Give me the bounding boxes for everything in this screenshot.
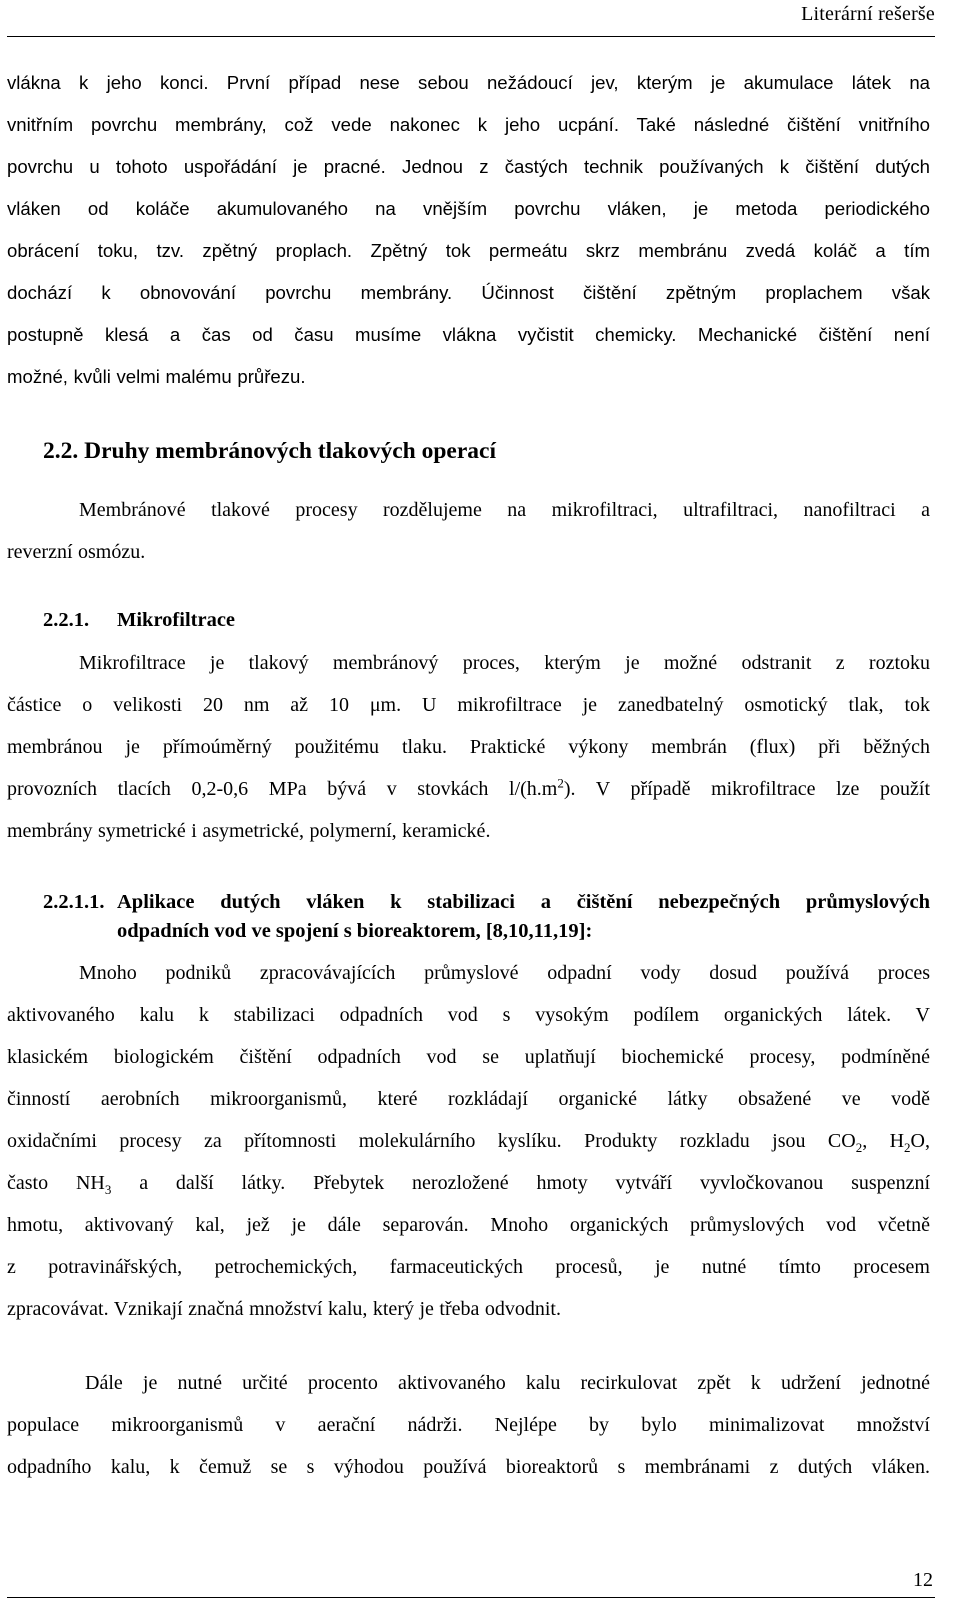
paragraph-sludge-recirculation: [7, 1362, 930, 1488]
text-line: Dále je nutné určité procento aktivovaného kalu recirkulovat zpět k udržení jednotné: [85, 1372, 930, 1394]
text-line: aktivovaného kalu k stabilizaci odpadních vod s vysokým podílem organických látek. V: [7, 1004, 930, 1026]
section-number: 2.2.1.: [43, 609, 90, 631]
text-line: obrácení toku, tzv. zpětný proplach. Zpětný tok permeátu skrz membránu zvedá koláč a tím: [7, 240, 930, 261]
text-line: klasickém biologickém čištění odpadních vod se uplatňují biochemické procesy, podmíněné: [7, 1046, 930, 1068]
page-number: 12: [913, 1569, 933, 1591]
text-line: Membránové tlakové procesy rozdělujeme na mikrofiltraci, ultrafiltraci, nanofiltraci a: [79, 499, 930, 521]
paragraph-activated-sludge: [7, 952, 930, 1330]
text-line: membrány symetrické i asymetrické, polymerní, keramické.: [7, 820, 491, 842]
text-line: vláken od koláče akumulovaného na vnějším povrchu vláken, je metoda periodického: [7, 198, 930, 219]
section-heading-2-2-1-1: [43, 891, 930, 914]
header-rule: [7, 36, 935, 37]
text-line: reverzní osmózu.: [7, 541, 146, 563]
section-heading-2-2-1: [43, 609, 235, 632]
section-heading-2-2: [43, 438, 496, 465]
text-line: odpadního kalu, k čemuž se s výhodou používá bioreaktorů s membránami z dutých vláken.: [7, 1456, 930, 1478]
text-line: vnitřním povrchu membrány, což vede nakonec k jeho ucpání. Také následné čištění vnitřního: [7, 114, 930, 135]
text-line: povrchu u tohoto uspořádání je pracné. Jednou z častých technik používaných k čištění dutých: [7, 156, 930, 177]
text-line: oxidačními procesy za přítomnosti molekulárního kyslíku. Produkty rozkladu jsou $CO_2$, $H_2O$,: [7, 1130, 930, 1155]
text-line: populace mikroorganismů v aerační nádrži. Nejlépe by bylo minimalizovat množství: [7, 1414, 930, 1436]
paragraph-hollow-fiber-cleaning: [7, 62, 930, 398]
paragraph-pressure-processes: [7, 489, 930, 573]
section-number: 2.2.1.1.: [43, 891, 105, 913]
text-line: postupně klesá a čas od času musíme vlákna vyčistit chemicky. Mechanické čištění není: [7, 324, 930, 345]
section-title: Mikrofiltrace: [117, 609, 236, 631]
section-title: Druhy membránových tlakových operací: [84, 438, 497, 464]
section-number: 2.2.: [43, 438, 79, 464]
section-title-line-1: Aplikace dutých vláken k stabilizaci a čištění nebezpečných průmyslových: [117, 891, 930, 913]
text-line: hmotu, aktivovaný kal, jež je dále separován. Mnoho organických průmyslových vod včetně: [7, 1214, 930, 1236]
section-title-line-2: odpadních vod ve spojení s bioreaktorem, [8,10,11,19]:: [117, 920, 593, 942]
text-line: zpracovávat. Vznikají značná množství kalu, který je třeba odvodnit.: [7, 1298, 561, 1320]
text-line: provozních tlacích 0,2-0,6 MPa bývá v stovkách $l/(h.m^2)$. V případě mikrofiltrace lze použít: [7, 775, 931, 800]
text-line: možné, kvůli velmi malému průřezu.: [7, 366, 306, 387]
text-line: membránou je přímoúměrný použitému tlaku. Praktické výkony membrán (flux) při běžných: [7, 736, 930, 758]
text-line: často $NH_3$ a další látky. Přebytek nerozložené hmoty vytváří vyvločkovanou suspenzní: [7, 1172, 930, 1197]
footer-rule: [7, 1597, 935, 1598]
paragraph-microfiltration: [7, 642, 930, 852]
running-header: Literární rešerše: [801, 3, 935, 25]
text-line: činností aerobních mikroorganismů, které rozkládají organické látky obsažené ve vodě: [7, 1088, 930, 1110]
text-line: vlákna k jeho konci. První případ nese sebou nežádoucí jev, kterým je akumulace látek na: [7, 72, 930, 93]
text-line: dochází k obnovování povrchu membrány. Účinnost čištění zpětným proplachem však: [7, 282, 930, 303]
text-line: Mikrofiltrace je tlakový membránový proces, kterým je možné odstranit z roztoku: [79, 652, 930, 674]
text-line: částice o velikosti 20 nm až 10 μm. U mikrofiltrace je zanedbatelný osmotický tlak, tok: [7, 694, 930, 716]
text-line: Mnoho podniků zpracovávajících průmyslové odpadní vody dosud používá proces: [79, 962, 930, 984]
text-line: z potravinářských, petrochemických, farmaceutických procesů, je nutné tímto procesem: [7, 1256, 930, 1278]
